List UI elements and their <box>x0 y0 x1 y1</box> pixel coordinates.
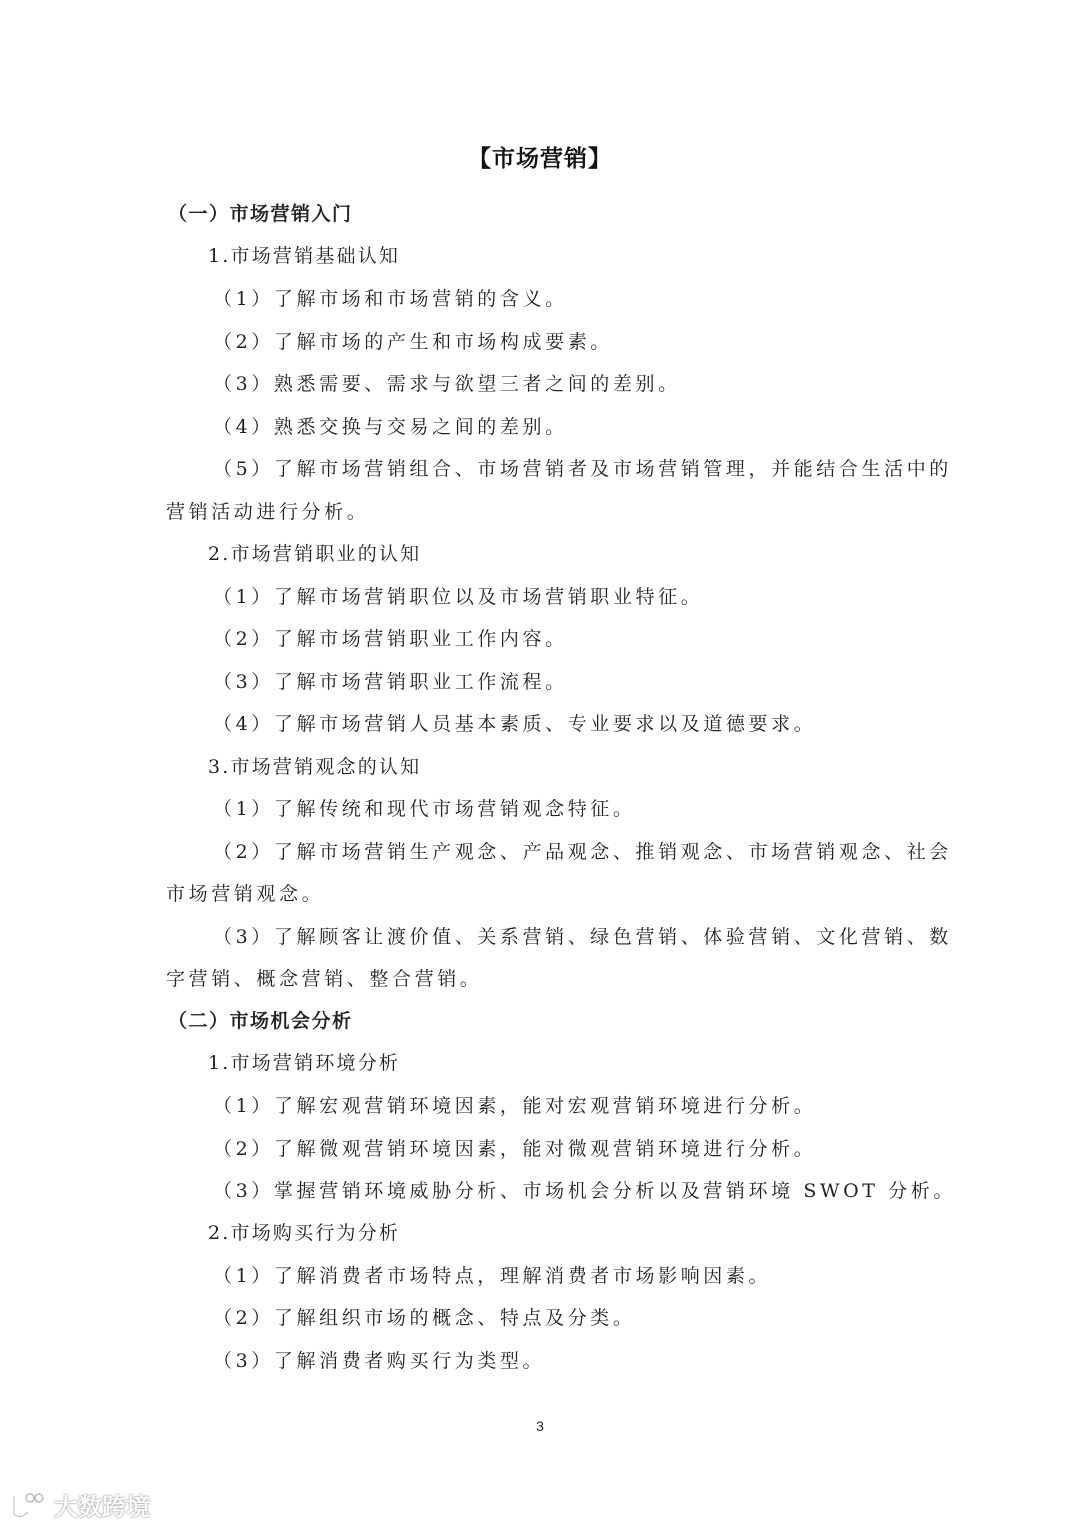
list-item: （3）了解消费者购买行为类型。 <box>213 1350 546 1372</box>
list-item: （3）熟悉需要、需求与欲望三者之间的差别。 <box>213 373 681 395</box>
list-item: （3）了解市场营销职业工作流程。 <box>213 671 568 693</box>
watermark-text: 大数跨境 <box>54 1493 150 1521</box>
list-item: （1）了解宏观营销环境因素，能对宏观营销环境进行分析。 <box>213 1095 817 1117</box>
section-heading: （二）市场机会分析 <box>168 1010 353 1032</box>
subsection-heading: 2.市场购买行为分析 <box>208 1222 401 1244</box>
list-item: （2）了解市场营销职业工作内容。 <box>213 628 568 650</box>
list-item-continuation: 字营销、概念营销、整合营销。 <box>166 968 483 990</box>
list-item: （1）了解市场和市场营销的含义。 <box>213 288 568 310</box>
watermark <box>10 1487 150 1522</box>
list-item-continuation: 市场营销观念。 <box>166 883 325 905</box>
section-heading: （一）市场营销入门 <box>168 203 353 225</box>
list-item: （2）了解组织市场的概念、特点及分类。 <box>213 1307 636 1329</box>
watermark-logo-icon <box>10 1490 46 1520</box>
list-item: （1）了解市场营销职位以及市场营销职业特征。 <box>213 586 704 608</box>
subsection-heading: 3.市场营销观念的认知 <box>208 756 422 778</box>
subsection-heading: 1.市场营销基础认知 <box>208 245 401 267</box>
subsection-heading: 1.市场营销环境分析 <box>208 1052 401 1074</box>
list-item: （4）了解市场营销人员基本素质、专业要求以及道德要求。 <box>213 713 817 735</box>
list-item: （3）掌握营销环境威胁分析、市场机会分析以及营销环境 SWOT 分析。 <box>213 1180 956 1202</box>
list-item: （1）了解传统和现代市场营销观念特征。 <box>213 798 636 820</box>
list-item: （4）熟悉交换与交易之间的差别。 <box>213 416 568 438</box>
list-item: （2）了解市场的产生和市场构成要素。 <box>213 331 613 353</box>
page-title: 【市场营销】 <box>468 146 612 172</box>
list-item: （2）了解市场营销生产观念、产品观念、推销观念、市场营销观念、社会 <box>213 841 952 863</box>
list-item-continuation: 营销活动进行分析。 <box>166 501 370 523</box>
list-item: （3）了解顾客让渡价值、关系营销、绿色营销、体验营销、文化营销、数 <box>213 926 952 948</box>
list-item: （1）了解消费者市场特点，理解消费者市场影响因素。 <box>213 1265 772 1287</box>
list-item: （2）了解微观营销环境因素，能对微观营销环境进行分析。 <box>213 1138 817 1160</box>
list-item: （5）了解市场营销组合、市场营销者及市场营销管理，并能结合生活中的 <box>213 458 952 480</box>
page-number: 3 <box>536 1418 544 1434</box>
subsection-heading: 2.市场营销职业的认知 <box>208 543 422 565</box>
